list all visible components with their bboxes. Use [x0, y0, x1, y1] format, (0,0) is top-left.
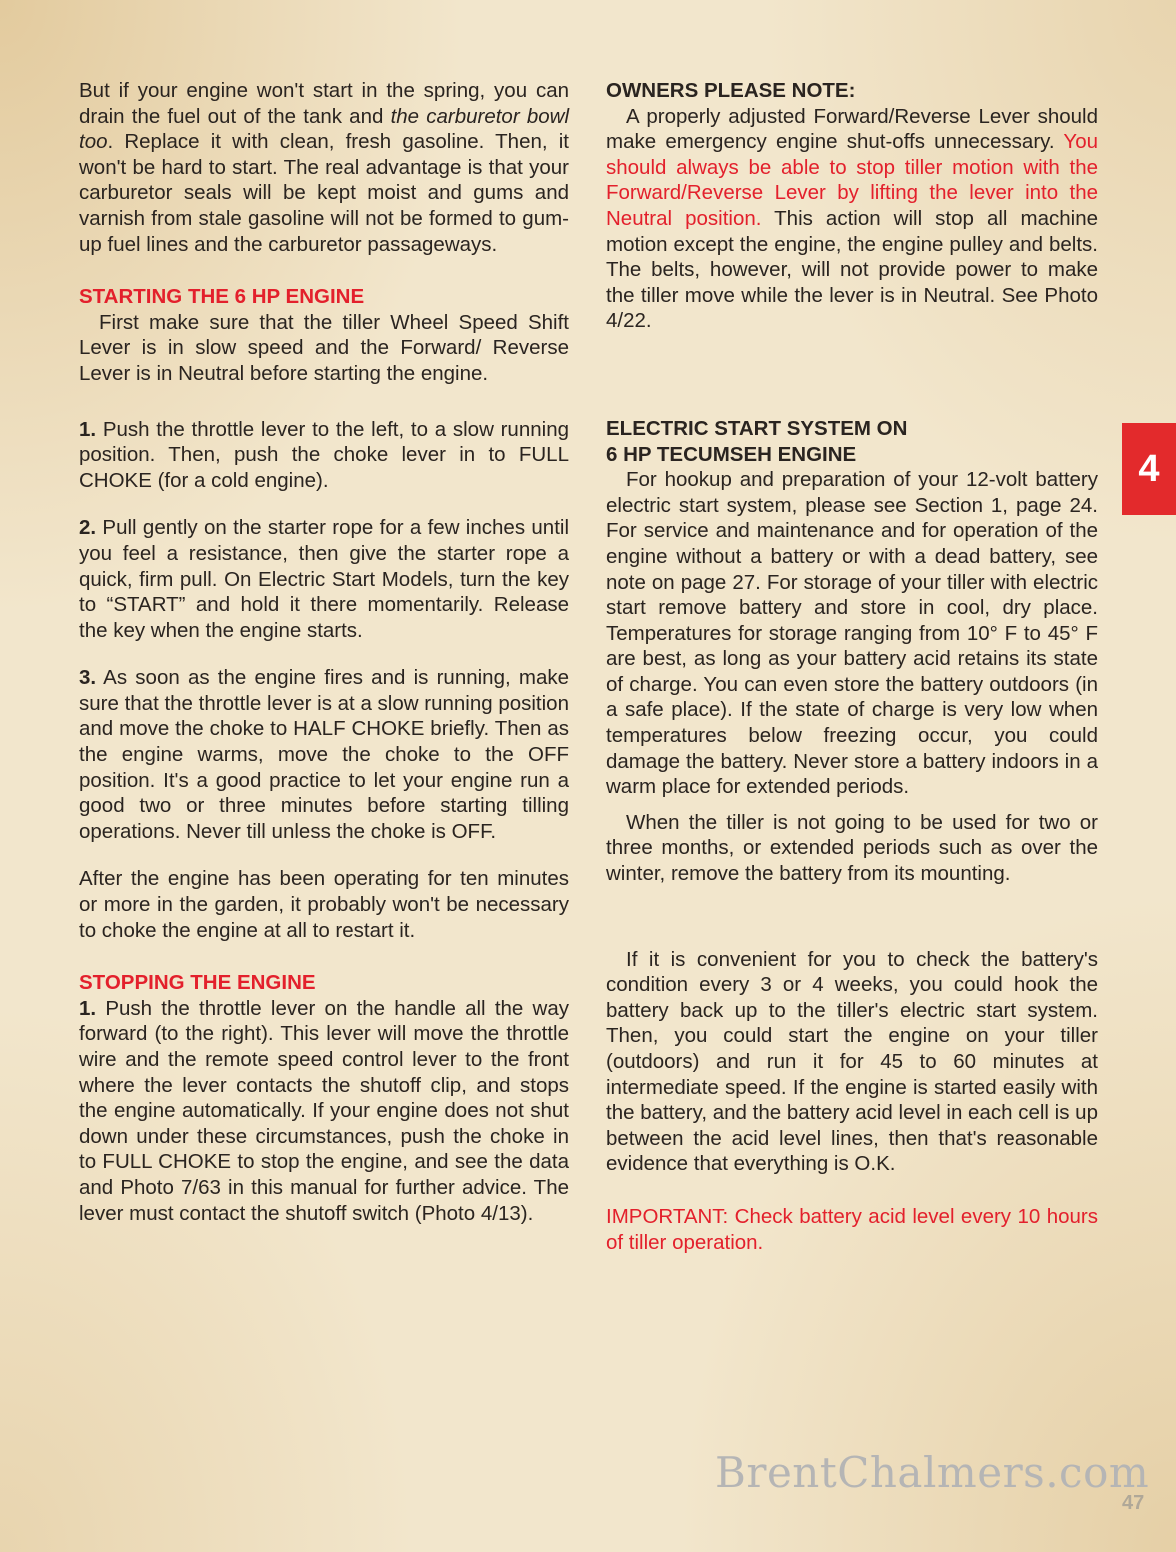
step-3: 3. As soon as the engine fires and is running, make sure that the throttle lever is at a slow running position and move the choke to HALF CHOKE briefly. Then as the engine warms, move the choke to the OFF position. It's a good practice to let your engine run a good two or three minutes before starting tilling operations. Never till unless the choke is OFF.	[79, 666, 569, 843]
owners-heading: OWNERS PLEASE NOTE:	[606, 79, 856, 102]
owners-warning: You should always be able to stop tiller motion with the Forward/Reverse Lever by lifting the lever into the Neutral position.	[606, 130, 1098, 230]
after-paragraph: After the engine has been operating for ten minutes or more in the garden, it probably won't be necessary to choke the engine at all to restart it.	[79, 867, 569, 942]
important-note: IMPORTANT: Check battery acid level every 10 hours of tiller operation.	[606, 1204, 1098, 1254]
intro-italic: the carburetor bowl too	[79, 104, 569, 154]
electric-paragraph: For hookup and preparation of your 12-volt battery electric start system, please see Section 1, page 24. For service and maintenance and for operation of the engine without a battery or with a dead battery, see note on page 27. For storage of your tiller with electric start remove battery and store in cool, dry place. Temperatures for storage ranging from 10° F to 45° F are best, as long as your battery acid retains its state of charge. You can even store the battery outdoors (in a safe place). If the state of charge is very low when temperatures below freezing occur, you could damage the battery. Never store a battery indoors in a warm place for extended periods.	[606, 468, 1098, 799]
right-column	[606, 78, 1098, 1255]
starting-heading: STARTING THE 6 HP ENGINE	[79, 285, 365, 309]
step-1: 1. Push the throttle lever to the left, to a slow running position. Then, push the choke lever in to FULL CHOKE (for a cold engine).	[79, 417, 569, 492]
tiller-unused-paragraph: When the tiller is not going to be used for two or three months, or extended periods such as over the winter, remove the battery from its mounting.	[606, 810, 1098, 886]
section-tab: 4	[1122, 423, 1176, 515]
intro-paragraph: But if your engine won't start in the spring, you can drain the fuel out of the tank and the carburetor bowl too. Replace it with clean, fresh gasoline. Then, it won't be hard to start. The real advantage is that your carburetor seals will be kept moist and gums and varnish from stale gasoline will not be formed to gum-up fuel lines and the carburetor passageways.	[79, 79, 569, 256]
left-column	[79, 78, 569, 1226]
stopping-heading: STOPPING THE ENGINE	[79, 971, 316, 995]
step-2: 2. Pull gently on the starter rope for a few inches until you feel a resistance, then give the starter rope a quick, firm pull. On Electric Start Models, turn the key to “START” and hold it there momentarily. Release the key when the engine starts.	[79, 516, 569, 642]
convenient-paragraph: If it is convenient for you to check the battery's condition every 3 or 4 weeks, you could hook the battery back up to the tiller's electric start system. Then, you could start the engine on your tiller (outdoors) and run it for 45 to 60 minutes at intermediate speed. If the engine is started easily with the battery, and the battery acid level in each cell is up between the acid level lines, then that's reasonable evidence that everything is O.K.	[606, 947, 1098, 1176]
page-number: 47	[1122, 1492, 1145, 1514]
stopping-step-1: 1. Push the throttle lever on the handle all the way forward (to the right). This lever will move the throttle wire and the remote speed control lever to the front where the lever contacts the shutoff clip, and stops the engine automatically. If your engine does not shut down under these circumstances, push the choke in to FULL CHOKE to stop the engine, and see the data and Photo 7/63 in this manual for further advice. The lever must contact the shutoff switch (Photo 4/13).	[79, 996, 569, 1225]
watermark: BrentChalmers.com	[715, 1448, 1150, 1497]
electric-heading: ELECTRIC START SYSTEM ON 6 HP TECUMSEH ENGINE	[606, 416, 908, 466]
owners-paragraph: A properly adjusted Forward/Reverse Lever should make emergency engine shut-offs unnecessary. You should always be able to stop tiller motion with the Forward/Reverse Lever by lifting the lever into the Neutral position. This action will stop all machine motion except the engine, the engine pulley and belts. The belts, however, will not provide power to make the tiller move while the lever is in Neutral. See Photo 4/22.	[606, 104, 1098, 333]
starting-intro: First make sure that the tiller Wheel Speed Shift Lever is in slow speed and the Forward/ Reverse Lever is in Neutral before starting the engine.	[79, 310, 569, 385]
